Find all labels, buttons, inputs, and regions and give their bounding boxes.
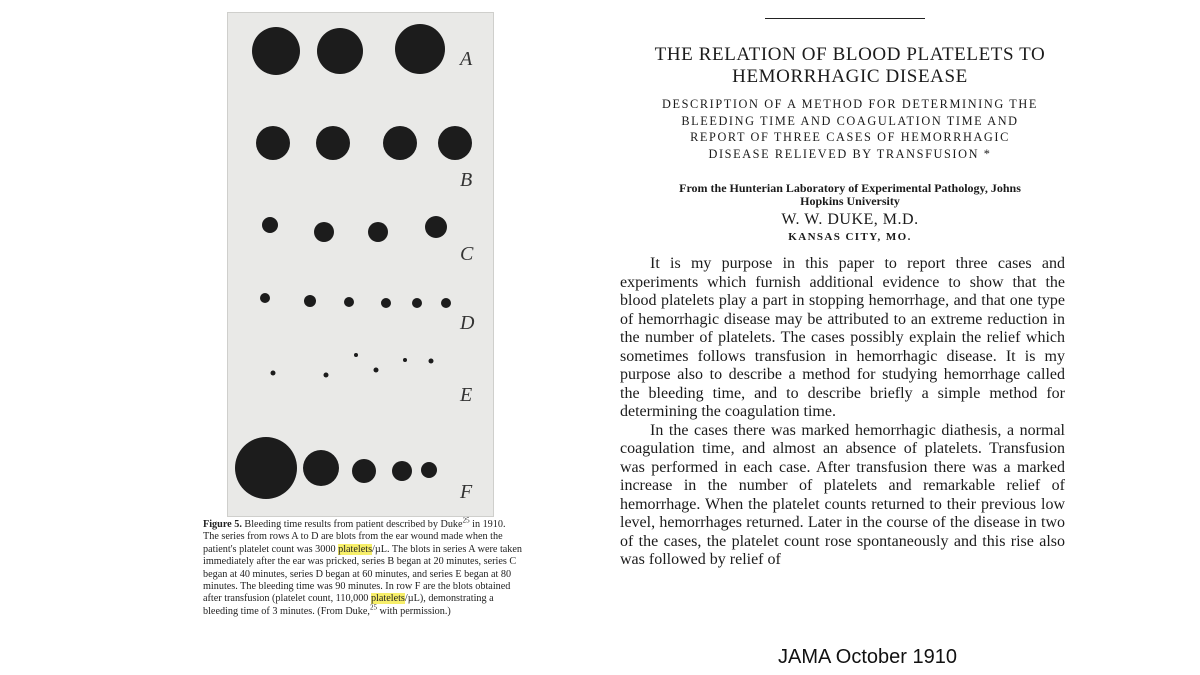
- blot: [412, 298, 422, 308]
- row-label-a: A: [460, 48, 473, 70]
- caption-ref-2: 25: [369, 603, 377, 612]
- row-label-b: B: [460, 169, 473, 191]
- caption-text-4: /µL), demonstrating a bleeding time of 3 minutes. (From Duke,: [203, 593, 494, 617]
- blot: [368, 222, 388, 242]
- title-line-2: HEMORRHAGIC DISEASE: [732, 66, 968, 87]
- blot: [314, 222, 334, 242]
- affiliation-line-2: Hopkins University: [800, 194, 900, 208]
- body-paragraph-2: In the cases there was marked hemorrhagic diathesis, a normal coagulation time, and almost an absence of platelets. Transfusion was performed in each case. After transfusion there was a marked increase in the number of platelets and remarkable relief of hemorrhage. When the platelet counts returned to their previous low level, hemorrhages returned. Later in the course of the disease in two of the cases, the platelet count rose spontaneously and this rise also was followed by relief of: [620, 421, 1065, 568]
- blot-figure-photo: [227, 12, 494, 517]
- row-label-e: E: [460, 384, 473, 406]
- caption-ref-1: 25: [462, 516, 470, 525]
- figure-label: Figure 5.: [203, 519, 242, 530]
- blot: [303, 450, 339, 486]
- blot: [260, 293, 270, 303]
- blot: [395, 24, 445, 74]
- article-title: [600, 44, 1100, 88]
- blot: [256, 126, 290, 160]
- row-label-d: D: [460, 312, 475, 334]
- article-affiliation: [615, 182, 1085, 208]
- blot: [304, 295, 316, 307]
- body-paragraph-1: It is my purpose in this paper to report three cases and experiments which furnish additional evidence to show that the blood platelets play a part in stopping hemorrhage, and that one type of hemorrhagic disease may be attributed to an extreme reduction in the number of platelets. The cases possibly explain the relief which sometimes follows transfusion in hemorrhagic disease. It is my purpose also to describe a method for studying hemorrhage called the bleeding time, and to describe briefly a simple method for determining the coagulation time.: [620, 255, 1065, 420]
- blot: [271, 371, 276, 376]
- author-location: KANSAS CITY, MO.: [788, 231, 912, 243]
- blot: [352, 459, 376, 483]
- subtitle-line-1: DESCRIPTION OF A METHOD FOR DETERMINING THE: [661, 97, 1038, 111]
- blot: [381, 298, 391, 308]
- figure-caption: [203, 516, 523, 618]
- blot-rows-image: [228, 13, 493, 516]
- blot: [262, 217, 278, 233]
- caption-text-3: /µL. The blots in series A were taken immediately after the ear was pricked, series B began at 20 minutes, series C began at 40 minutes, series D began at 60 minutes, and series E began at 80 minutes. The bleeding time was 90 minutes. In row F are the blots obtained after transfusion (platelet count, 110,000: [203, 543, 523, 605]
- blot: [316, 126, 350, 160]
- affiliation-line-1: From the Hunterian Laboratory of Experimental Pathology, Johns: [679, 181, 1021, 195]
- blot: [429, 359, 434, 364]
- caption-text-2: in 1910. The series from rows A to D are blots from the ear wound made when the patient's platelet count was 3000: [203, 519, 506, 555]
- blot: [438, 126, 472, 160]
- article-body: [620, 255, 1065, 627]
- blot: [235, 437, 297, 499]
- caption-text-1: Bleeding time results from patient described by Duke: [244, 519, 463, 530]
- subtitle-line-3: REPORT OF THREE CASES OF HEMORRHAGIC: [690, 130, 1010, 145]
- blot: [317, 28, 363, 74]
- caption-text-5: with permission.): [376, 605, 451, 617]
- blot: [392, 461, 412, 481]
- row-label-f: F: [460, 481, 473, 503]
- article-author: W. W. DUKE, M.D.: [781, 211, 919, 228]
- subtitle-line-2: BLEEDING TIME AND COAGULATION TIME AND: [681, 113, 1019, 128]
- caption-highlight-1: platelets: [338, 543, 373, 555]
- article-subtitle: [615, 96, 1085, 162]
- source-label: JAMA October 1910: [778, 646, 957, 668]
- blot: [374, 368, 379, 373]
- blot: [425, 216, 447, 238]
- subtitle-line-4: DISEASE RELIEVED BY TRANSFUSION *: [708, 146, 992, 161]
- blot: [324, 373, 329, 378]
- header-rule: [765, 18, 925, 19]
- blot: [421, 462, 437, 478]
- blot: [441, 298, 451, 308]
- blot: [344, 297, 354, 307]
- blot: [403, 358, 407, 362]
- caption-highlight-2: platelets: [370, 593, 405, 605]
- blot: [252, 27, 300, 75]
- blot: [354, 353, 358, 357]
- blot: [383, 126, 417, 160]
- row-label-c: C: [460, 243, 474, 265]
- title-line-1: THE RELATION OF BLOOD PLATELETS TO: [654, 44, 1046, 65]
